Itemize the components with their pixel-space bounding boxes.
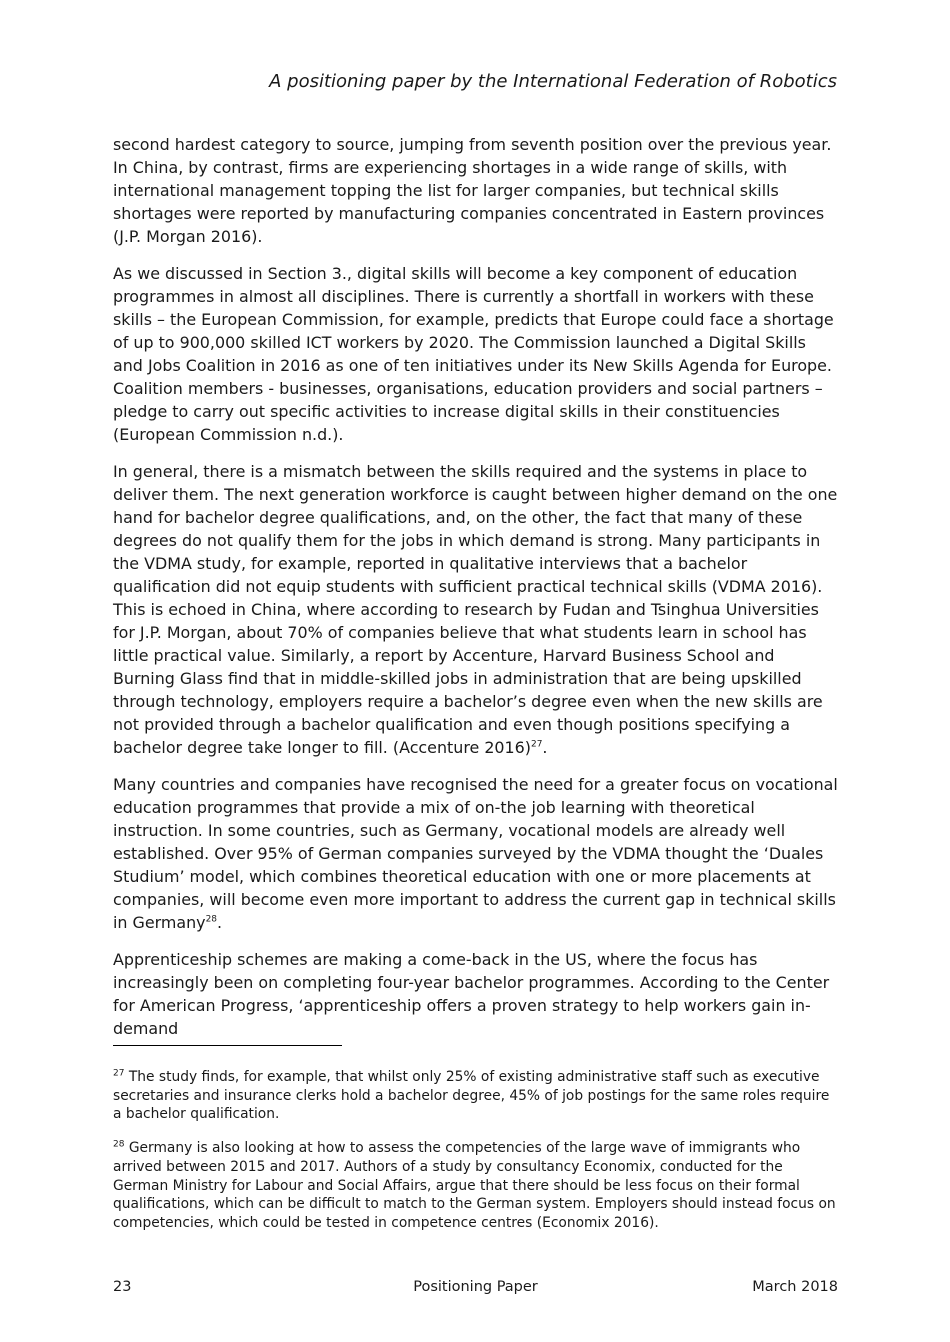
paragraph-3 bbox=[113, 460, 838, 759]
footnote-27 bbox=[113, 1068, 838, 1124]
footnote-text: The study finds, for example, that whilst only 25% of existing administrative staff such as executive secretaries and insurance clerks hold a bachelor degree, 45% of job postings for the same roles require a bachelor qualification. bbox=[113, 1069, 830, 1123]
footnotes bbox=[113, 1068, 838, 1248]
paragraph-4-text: Many countries and companies have recognised the need for a greater focus on vocational education programmes that provide a mix of on-the job learning with theoretical instruction. In some countries, such as Germany, vocational models are already well established. Over 95% of German companies surveyed by the VDMA thought the ‘Duales Studium’ model, which combines theoretical education with one or more placements at companies, will become even more important to address the current gap in technical skills in Germany bbox=[113, 775, 838, 932]
body-text bbox=[113, 133, 838, 1054]
paragraph-2: As we discussed in Section 3., digital skills will become a key component of education programmes in almost all disciplines. There is currently a shortfall in workers with these skills – the European Commission, for example, predicts that Europe could face a shortage of up to 900,000 skilled ICT workers by 2020. The Commission launched a Digital Skills and Jobs Coalition in 2016 as one of ten initiatives under its New Skills Agenda for Europe. Coalition members - businesses, organisations, education providers and social partners – pledge to carry out specific activities to increase digital skills in their constituencies (European Commission n.d.). bbox=[113, 264, 834, 444]
paragraph-1: second hardest category to source, jumping from seventh position over the previous year. In China, by contrast, firms are experiencing shortages in a wide range of skills, with international management topping the list for larger companies, but technical skills shortages were reported by manufacturing companies concentrated in Eastern provinces (J.P. Morgan 2016). bbox=[113, 135, 832, 246]
footnote-ref-28[interactable]: 28 bbox=[205, 914, 218, 925]
footnote-28 bbox=[113, 1139, 838, 1233]
footer-date: March 2018 bbox=[752, 1279, 838, 1295]
paragraph-3-end: . bbox=[542, 738, 548, 757]
page-number: 23 bbox=[113, 1279, 132, 1295]
footnote-divider bbox=[113, 1045, 342, 1046]
footnote-number: 27 bbox=[113, 1068, 125, 1079]
page-header-title: A positioning paper by the International Federation of Robotics bbox=[269, 71, 837, 92]
paragraph-4-end: . bbox=[217, 913, 223, 932]
footnote-ref-27[interactable]: 27 bbox=[530, 739, 543, 750]
footnote-number: 28 bbox=[113, 1139, 125, 1150]
footnote-text: Germany is also looking at how to assess the competencies of the large wave of immigrants who arrived between 2015 and 2017. Authors of a study by consultancy Economix, conducted for the German Ministry for Labour and Social Affairs, argue that there should be less focus on their formal qualifications, which can be difficult to match to the German system. Employers should instead focus on competencies, which could be tested in competence centres (Economix 2016). bbox=[113, 1140, 836, 1231]
footer-title: Positioning Paper bbox=[413, 1279, 538, 1295]
paragraph-4 bbox=[113, 773, 838, 934]
paragraph-3-text: In general, there is a mismatch between the skills required and the systems in place to deliver them. The next generation workforce is caught between higher demand on the one hand for bachelor degree qualifications, and, on the other, the fact that many of these degrees do not qualify them for the jobs in which demand is strong. Many participants in the VDMA study, for example, reported in qualitative interviews that a bachelor qualification did not equip students with sufficient practical technical skills (VDMA 2016). This is echoed in China, where according to research by Fudan and Tsinghua Universities for J.P. Morgan, about 70% of companies believe that what students learn in school has little practical value. Similarly, a report by Accenture, Harvard Business School and Burning Glass find that in middle-skilled jobs in administration that are being upskilled through technology, employers require a bachelor’s degree even when the new skills are not provided through a bachelor qualification and even though positions specifying a bachelor degree take longer to fill. (Accenture 2016) bbox=[113, 462, 838, 757]
paragraph-5: Apprenticeship schemes are making a come-back in the US, where the focus has increasingly been on completing four-year bachelor programmes. According to the Center for American Progress, ‘apprenticeship offers a proven strategy to help workers gain in-demand bbox=[113, 950, 830, 1038]
